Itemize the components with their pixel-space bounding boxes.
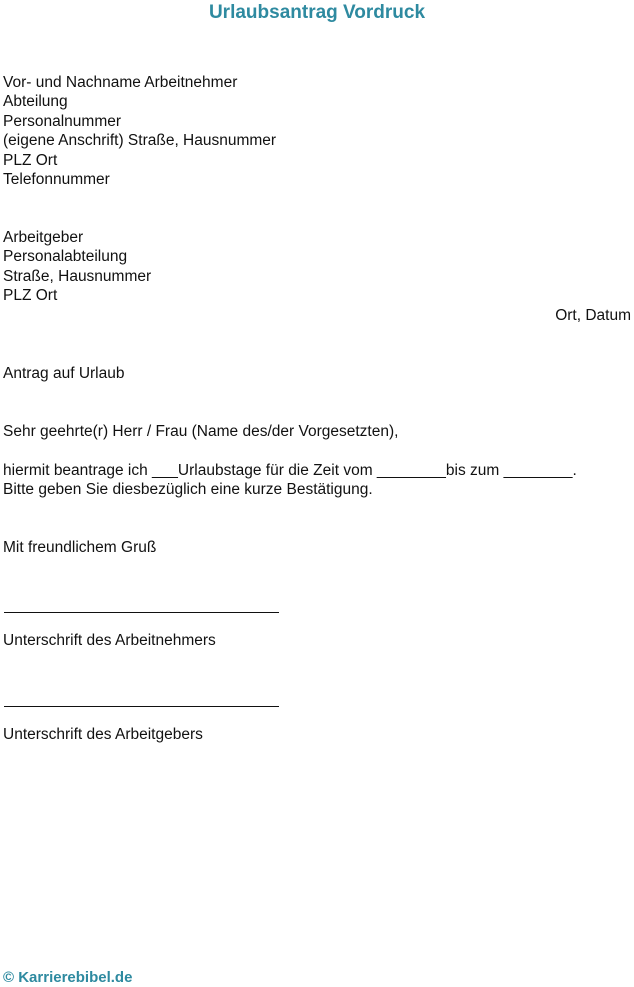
subject-line: Antrag auf Urlaub xyxy=(3,365,125,382)
sender-department: Abteilung xyxy=(3,93,68,111)
letter-body xyxy=(3,461,577,500)
closing: Mit freundlichem Gruß xyxy=(3,539,157,556)
sender-personnel-number: Personalnummer xyxy=(3,112,122,130)
recipient-address-block xyxy=(3,228,151,306)
recipient-employer: Arbeitgeber xyxy=(3,229,84,246)
employee-signature-line xyxy=(4,612,279,613)
employer-signature-line xyxy=(4,706,279,707)
recipient-hr-department: Personalabteilung xyxy=(3,248,128,266)
sender-street: (eigene Anschrift) Straße, Hausnummer xyxy=(3,132,277,150)
employee-signature-label: Unterschrift des Arbeitnehmers xyxy=(3,632,216,649)
salutation: Sehr geehrte(r) Herr / Frau (Name des/der Vorgesetzten), xyxy=(3,423,399,440)
sender-city: PLZ Ort xyxy=(3,151,58,169)
document-title: Urlaubsantrag Vordruck xyxy=(208,2,426,23)
sender-address-block xyxy=(3,73,276,189)
body-confirmation-line: Bitte geben Sie diesbezüglich eine kurze Bestätigung. xyxy=(3,481,373,499)
recipient-street: Straße, Hausnummer xyxy=(3,267,152,285)
body-request-line: hiermit beantrage ich ___Urlaubstage für die Zeit vom ________bis zum ________. xyxy=(3,462,577,479)
copyright-footer: © Karrierebibel.de xyxy=(3,969,133,986)
place-date: Ort, Datum xyxy=(555,307,631,324)
employer-signature-label: Unterschrift des Arbeitgebers xyxy=(3,726,203,743)
recipient-city: PLZ Ort xyxy=(3,287,58,305)
sender-name: Vor- und Nachname Arbeitnehmer xyxy=(3,74,238,91)
sender-phone: Telefonnummer xyxy=(3,171,110,189)
